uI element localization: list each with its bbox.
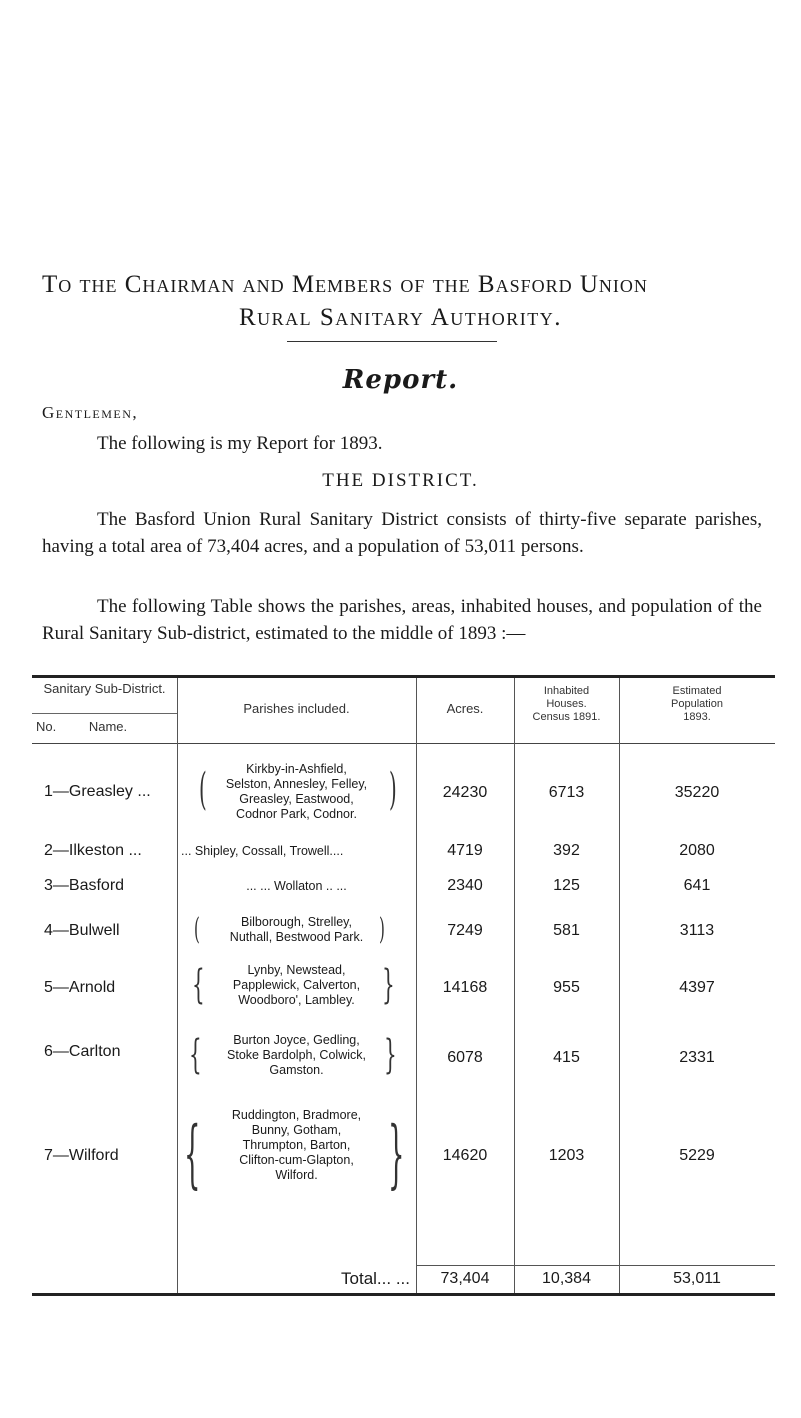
row-subdistrict-name: 3—Basford [44,877,125,894]
row-subdistrict-name: 7—Wilford [44,1147,119,1164]
left-brace: { [184,1111,201,1197]
right-brace: } [382,962,395,1008]
parish-line: ... ... Wollaton .. ... [246,879,347,893]
right-brace: ) [389,764,397,815]
row-population: 35220 [674,784,720,801]
row-houses: 6713 [548,784,585,801]
header-population-line2: Population [671,698,723,710]
header-acres: Acres. [446,701,484,716]
row-population: 641 [683,877,711,894]
row-population: 4397 [679,979,715,996]
total-population: 53,011 [673,1270,721,1287]
header-subdistrict: Sanitary Sub-District. [43,681,166,696]
row-parishes [177,879,416,894]
heading-line-2 [0,303,801,333]
paragraph-district: The Basford Union Rural Sanitary District consists of thirty-five separate parishes, having a total area of 73,404 acres, and a population of 53,011 persons. [42,509,762,557]
parish-line: Burton Joyce, Gedling, [233,1033,360,1047]
district-table [32,675,775,1295]
row-acres: 14168 [442,979,488,996]
row-acres: 4719 [447,842,483,859]
parish-line: Nuthall, Bestwood Park. [229,930,364,944]
header-name: Name. [88,719,128,734]
row-subdistrict-name: 1—Greasley ... [44,783,151,800]
total-acres: 73,404 [440,1270,490,1287]
heading-line-1-text: To the Chairman and Members of the Basford Union [42,271,648,298]
parish-line: Woodboro', Lambley. [238,993,355,1007]
header-houses-line1: Inhabited [543,685,590,697]
row-acres: 2340 [447,877,483,894]
report-title: Report. [342,365,459,395]
parish-line: Gamston. [269,1063,324,1077]
right-brace: } [388,1111,405,1197]
section-title: THE DISTRICT. [322,470,479,491]
parish-line: Lynby, Newstead, [247,963,346,977]
divider-rule [287,341,497,342]
row-subdistrict-name: 5—Arnold [44,979,116,996]
row-parishes [177,1033,416,1078]
row-acres: 6078 [447,1049,483,1066]
row-subdistrict-name: 6—Carlton [44,1043,121,1060]
row-acres: 24230 [442,784,488,801]
left-brace: ( [199,764,207,815]
header-no: No. [36,719,57,734]
row-parishes [177,1108,416,1183]
parish-line: Stoke Bardolph, Colwick, [227,1048,366,1062]
total-houses: 10,384 [542,1270,591,1287]
heading-line-2-text: Rural Sanitary Authority. [238,304,563,331]
right-brace: ) [379,912,385,947]
parish-line: ... Shipley, Cossall, Trowell.... [181,844,344,858]
parish-line: Wilford. [275,1168,318,1182]
table-header-rule [32,743,775,744]
header-houses [514,685,619,724]
left-brace: ( [194,912,200,947]
row-parishes [177,844,416,859]
row-houses: 581 [553,922,580,939]
paragraph-table-intro: The following Table shows the parishes, areas, inhabited houses, and population of the Rural Sanitary Sub-district, estimated to the middle of 1893 :— [42,596,762,644]
header-population-line1: Estimated [672,685,722,697]
header-houses-line2: Houses. [546,698,587,710]
parish-line: Selston, Annesley, Felley, [225,777,368,791]
header-population-line3: 1893. [683,711,711,723]
parish-line: Ruddington, Bradmore, [231,1108,362,1122]
parish-line: Kirkby-in-Ashfield, [246,762,347,776]
header-parishes: Parishes included. [243,701,350,716]
parish-line: Bilborough, Strelley, [241,915,352,929]
left-brace: { [192,962,205,1008]
parish-line: Clifton-cum-Glapton, [239,1153,354,1167]
row-houses: 415 [553,1049,580,1066]
parish-line: Thrumpton, Barton, [242,1138,351,1152]
row-parishes [177,762,416,822]
total-rule [416,1265,775,1266]
row-population: 2331 [679,1049,715,1066]
right-brace: } [384,1032,397,1078]
header-houses-line3: Census 1891. [532,711,601,723]
row-subdistrict-name: 2—Ilkeston ... [44,842,142,859]
row-subdistrict-name: 4—Bulwell [44,922,120,939]
row-population: 3113 [679,922,715,939]
row-population: 5229 [679,1147,715,1164]
row-acres: 7249 [447,922,483,939]
parish-line: Codnor Park, Codnor. [236,807,357,821]
row-houses: 392 [553,842,580,859]
row-houses: 125 [553,877,580,894]
row-houses: 955 [553,979,580,996]
parish-line: Greasley, Eastwood, [239,792,354,806]
row-population: 2080 [679,842,715,859]
subheader-rule [32,713,177,714]
total-label: Total... ... [341,1269,410,1288]
table-bottom-rule [32,1293,775,1296]
row-houses: 1203 [548,1147,585,1164]
header-population [619,685,775,724]
intro-line: The following is my Report for 1893. [97,433,383,454]
table-top-rule [32,675,775,678]
parish-line: Papplewick, Calverton, [232,978,361,992]
parish-line: Bunny, Gotham, [251,1123,342,1137]
row-acres: 14620 [442,1147,488,1164]
heading-line-1 [42,270,762,300]
left-brace: { [189,1032,202,1078]
row-parishes [177,963,416,1008]
salutation: Gentlemen, [42,403,139,422]
